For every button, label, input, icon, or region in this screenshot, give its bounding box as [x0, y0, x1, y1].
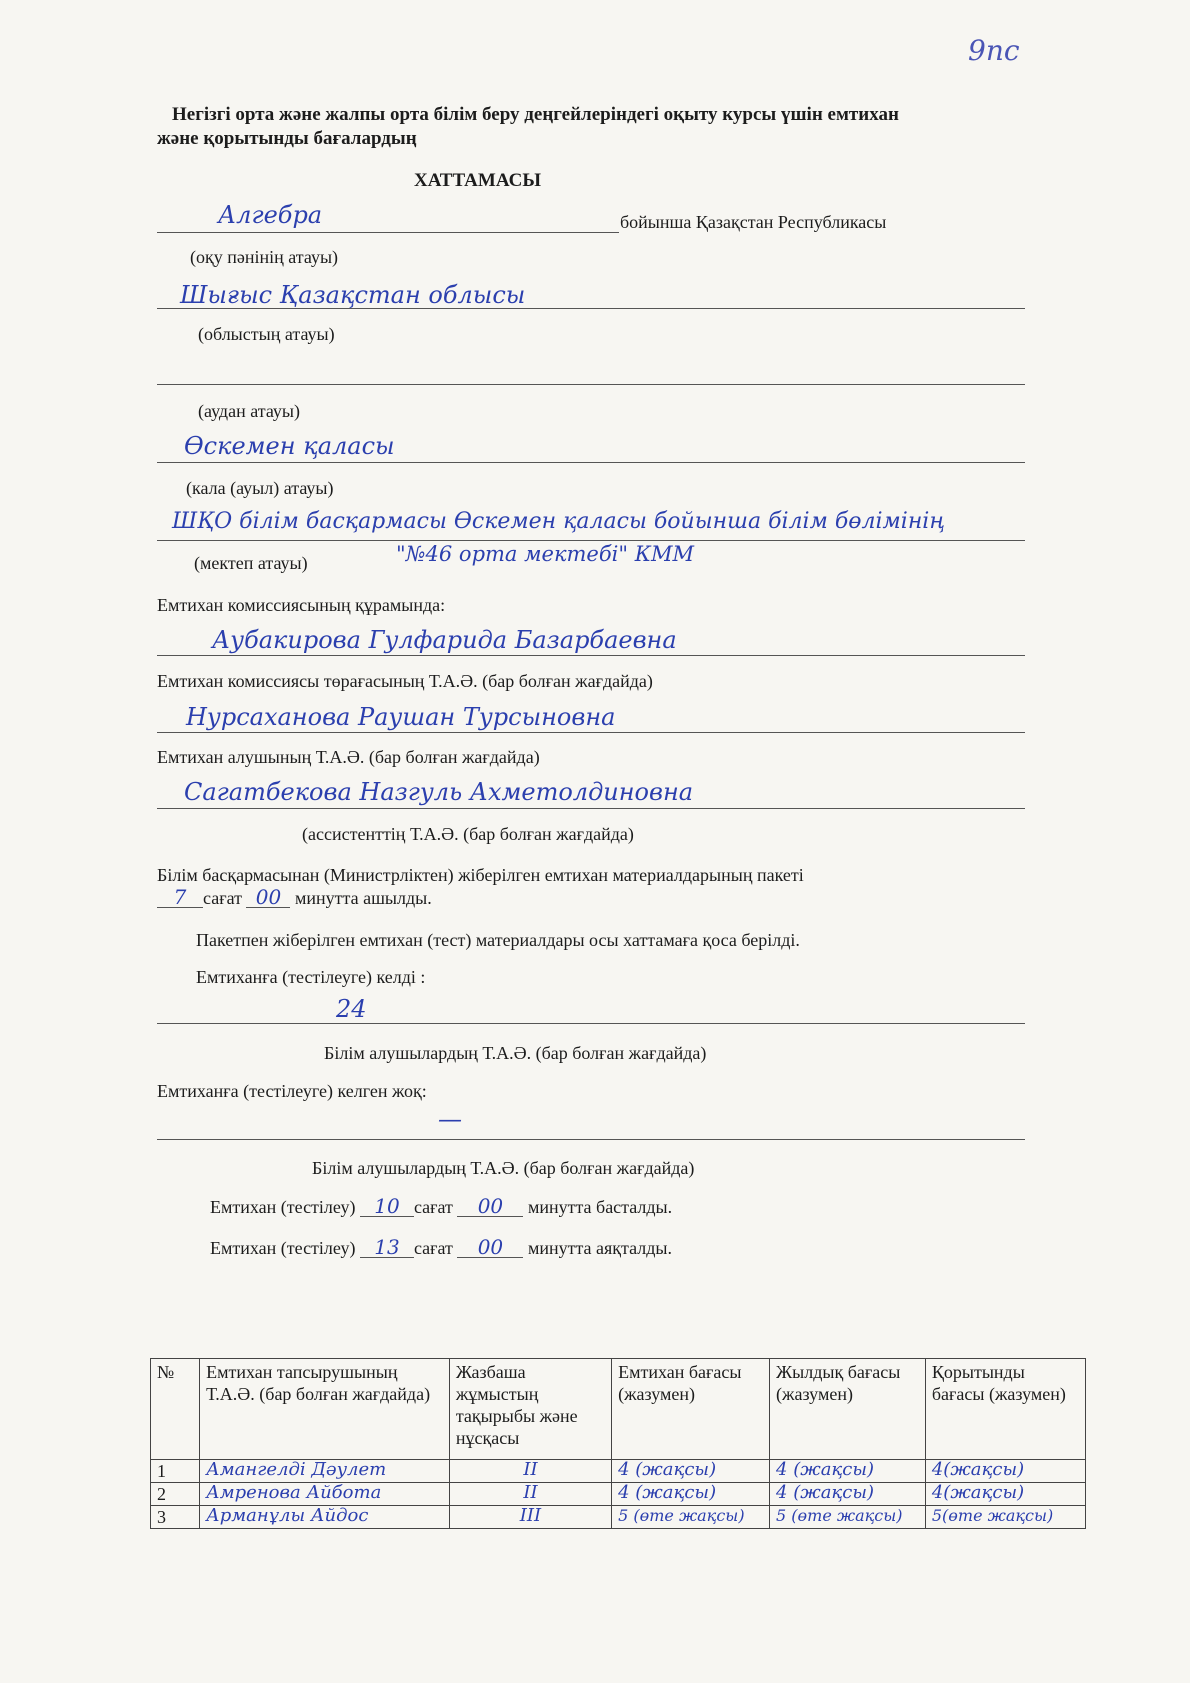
city-label: (кала (ауыл) атауы): [186, 478, 334, 498]
package-hour-word: сағат: [203, 888, 242, 908]
end-hour: 13: [360, 1237, 414, 1258]
row-number: 3: [151, 1506, 200, 1529]
package-time: [157, 887, 432, 909]
variant: II: [449, 1460, 611, 1483]
assistant-line: [157, 808, 1025, 809]
examiner-value: Нурсаханова Раушан Турсыновна: [186, 703, 616, 731]
absent-line: [157, 1139, 1025, 1140]
school-value-line-2: "№46 орта мектебі" КММ: [396, 542, 694, 566]
table-row: [151, 1506, 1086, 1529]
row-number: 2: [151, 1483, 200, 1506]
package-minute-word: минутта ашылды.: [294, 888, 432, 908]
protocol-heading: ХАТТАМАСЫ: [414, 170, 541, 191]
title-line-2: және қорытынды бағалардың: [157, 128, 417, 149]
end-time: [210, 1237, 672, 1259]
annual-grade: 4 (жақсы): [770, 1483, 926, 1506]
subject-label: (оқу пәнінің атауы): [190, 247, 339, 267]
header-annual-grade: Жылдық бағасы (жазумен): [770, 1359, 926, 1460]
district-line: [157, 384, 1025, 385]
attached-text: Пакетпен жіберілген емтихан (тест) материалдары осы хаттамаға қоса берілді.: [196, 930, 800, 950]
table-row: [151, 1483, 1086, 1506]
end-minute: 00: [457, 1237, 523, 1258]
annual-grade: 5 (өте жақсы): [770, 1506, 926, 1529]
student-name: Амренова Айбота: [200, 1483, 450, 1506]
variant: II: [449, 1483, 611, 1506]
absent-label: Емтиханға (тестілеуге) келген жоқ:: [157, 1081, 427, 1101]
end-prefix: Емтихан (тестілеу): [210, 1238, 356, 1258]
school-value-line-1: ШҚО білім басқармасы Өскемен қаласы бойынша білім бөлімінің: [172, 509, 946, 534]
package-hour: 7: [157, 887, 203, 908]
header-exam-grade: Емтихан бағасы (жазумен): [612, 1359, 770, 1460]
final-grade: 4(жақсы): [925, 1460, 1085, 1483]
student-name: Амангелді Дәулет: [200, 1460, 450, 1483]
chair-value: Аубакирова Гулфарида Базарбаевна: [212, 626, 677, 654]
district-label: (аудан атауы): [198, 401, 300, 421]
city-line: [157, 462, 1025, 463]
school-label: (мектеп атауы): [194, 553, 308, 573]
subject-suffix: бойынша Қазақстан Республикасы: [620, 212, 887, 232]
page-number: 9пс: [968, 34, 1020, 67]
package-minute: 00: [246, 887, 290, 908]
region-label: (облыстың атауы): [198, 324, 335, 344]
examiner-line: [157, 732, 1025, 733]
arrived-label: Емтиханға (тестілеуге) келді :: [196, 967, 426, 987]
region-line: [157, 308, 1025, 309]
subject-line: [157, 232, 619, 233]
annual-grade: 4 (жақсы): [770, 1460, 926, 1483]
variant: III: [449, 1506, 611, 1529]
title-line-1: Негізгі орта және жалпы орта білім беру деңгейлеріндегі оқыту курсы үшін емтихан: [172, 104, 899, 125]
arrived-value: 24: [336, 995, 367, 1023]
start-hour-word: сағат: [413, 1197, 453, 1217]
exam-grade: 4 (жақсы): [612, 1460, 770, 1483]
start-time: [210, 1196, 672, 1218]
row-number: 1: [151, 1460, 200, 1483]
chair-line: [157, 655, 1025, 656]
region-value: Шығыс Қазақстан облысы: [180, 281, 526, 309]
city-value: Өскемен қаласы: [184, 432, 395, 460]
absent-sublabel: Білім алушылардың Т.А.Ә. (бар болған жағдайда): [312, 1158, 695, 1178]
assistant-label: (ассистенттің Т.А.Ә. (бар болған жағдайда): [302, 824, 634, 844]
final-grade: 4(жақсы): [925, 1483, 1085, 1506]
final-grade: 5(өте жақсы): [925, 1506, 1085, 1529]
table-row: [151, 1460, 1086, 1483]
student-name: Арманұлы Айдос: [200, 1506, 450, 1529]
exam-grade: 5 (өте жақсы): [612, 1506, 770, 1529]
package-text: Білім басқармасынан (Министрліктен) жіберілген емтихан материалдарының пакеті: [157, 865, 804, 885]
header-name: Емтихан тапсырушының Т.А.Ә. (бар болған жағдайда): [200, 1359, 450, 1460]
school-line: [157, 540, 1025, 541]
grades-table: [150, 1358, 1086, 1529]
chair-label: Емтихан комиссиясы төрағасының Т.А.Ә. (бар болған жағдайда): [157, 671, 653, 691]
examiner-label: Емтихан алушының Т.А.Ә. (бар болған жағдайда): [157, 747, 540, 767]
start-minute: 00: [457, 1196, 523, 1217]
arrived-line: [157, 1023, 1025, 1024]
absent-value: —: [438, 1105, 462, 1133]
subject-value: Алгебра: [218, 201, 323, 229]
assistant-value: Сагатбекова Назгуль Ахметолдиновна: [184, 778, 694, 806]
start-hour: 10: [360, 1196, 414, 1217]
exam-grade: 4 (жақсы): [612, 1483, 770, 1506]
header-variant: Жазбаша жұмыстың тақырыбы және нұсқасы: [449, 1359, 611, 1460]
end-suffix: минутта аяқталды.: [527, 1238, 673, 1258]
table-header-row: [151, 1359, 1086, 1460]
end-hour-word: сағат: [413, 1238, 453, 1258]
commission-label: Емтихан комиссиясының құрамында:: [157, 595, 446, 615]
start-suffix: минутта басталды.: [527, 1197, 673, 1217]
start-prefix: Емтихан (тестілеу): [210, 1197, 356, 1217]
header-final-grade: Қорытынды бағасы (жазумен): [925, 1359, 1085, 1460]
header-number: №: [151, 1359, 200, 1460]
arrived-sublabel: Білім алушылардың Т.А.Ә. (бар болған жағдайда): [324, 1043, 707, 1063]
